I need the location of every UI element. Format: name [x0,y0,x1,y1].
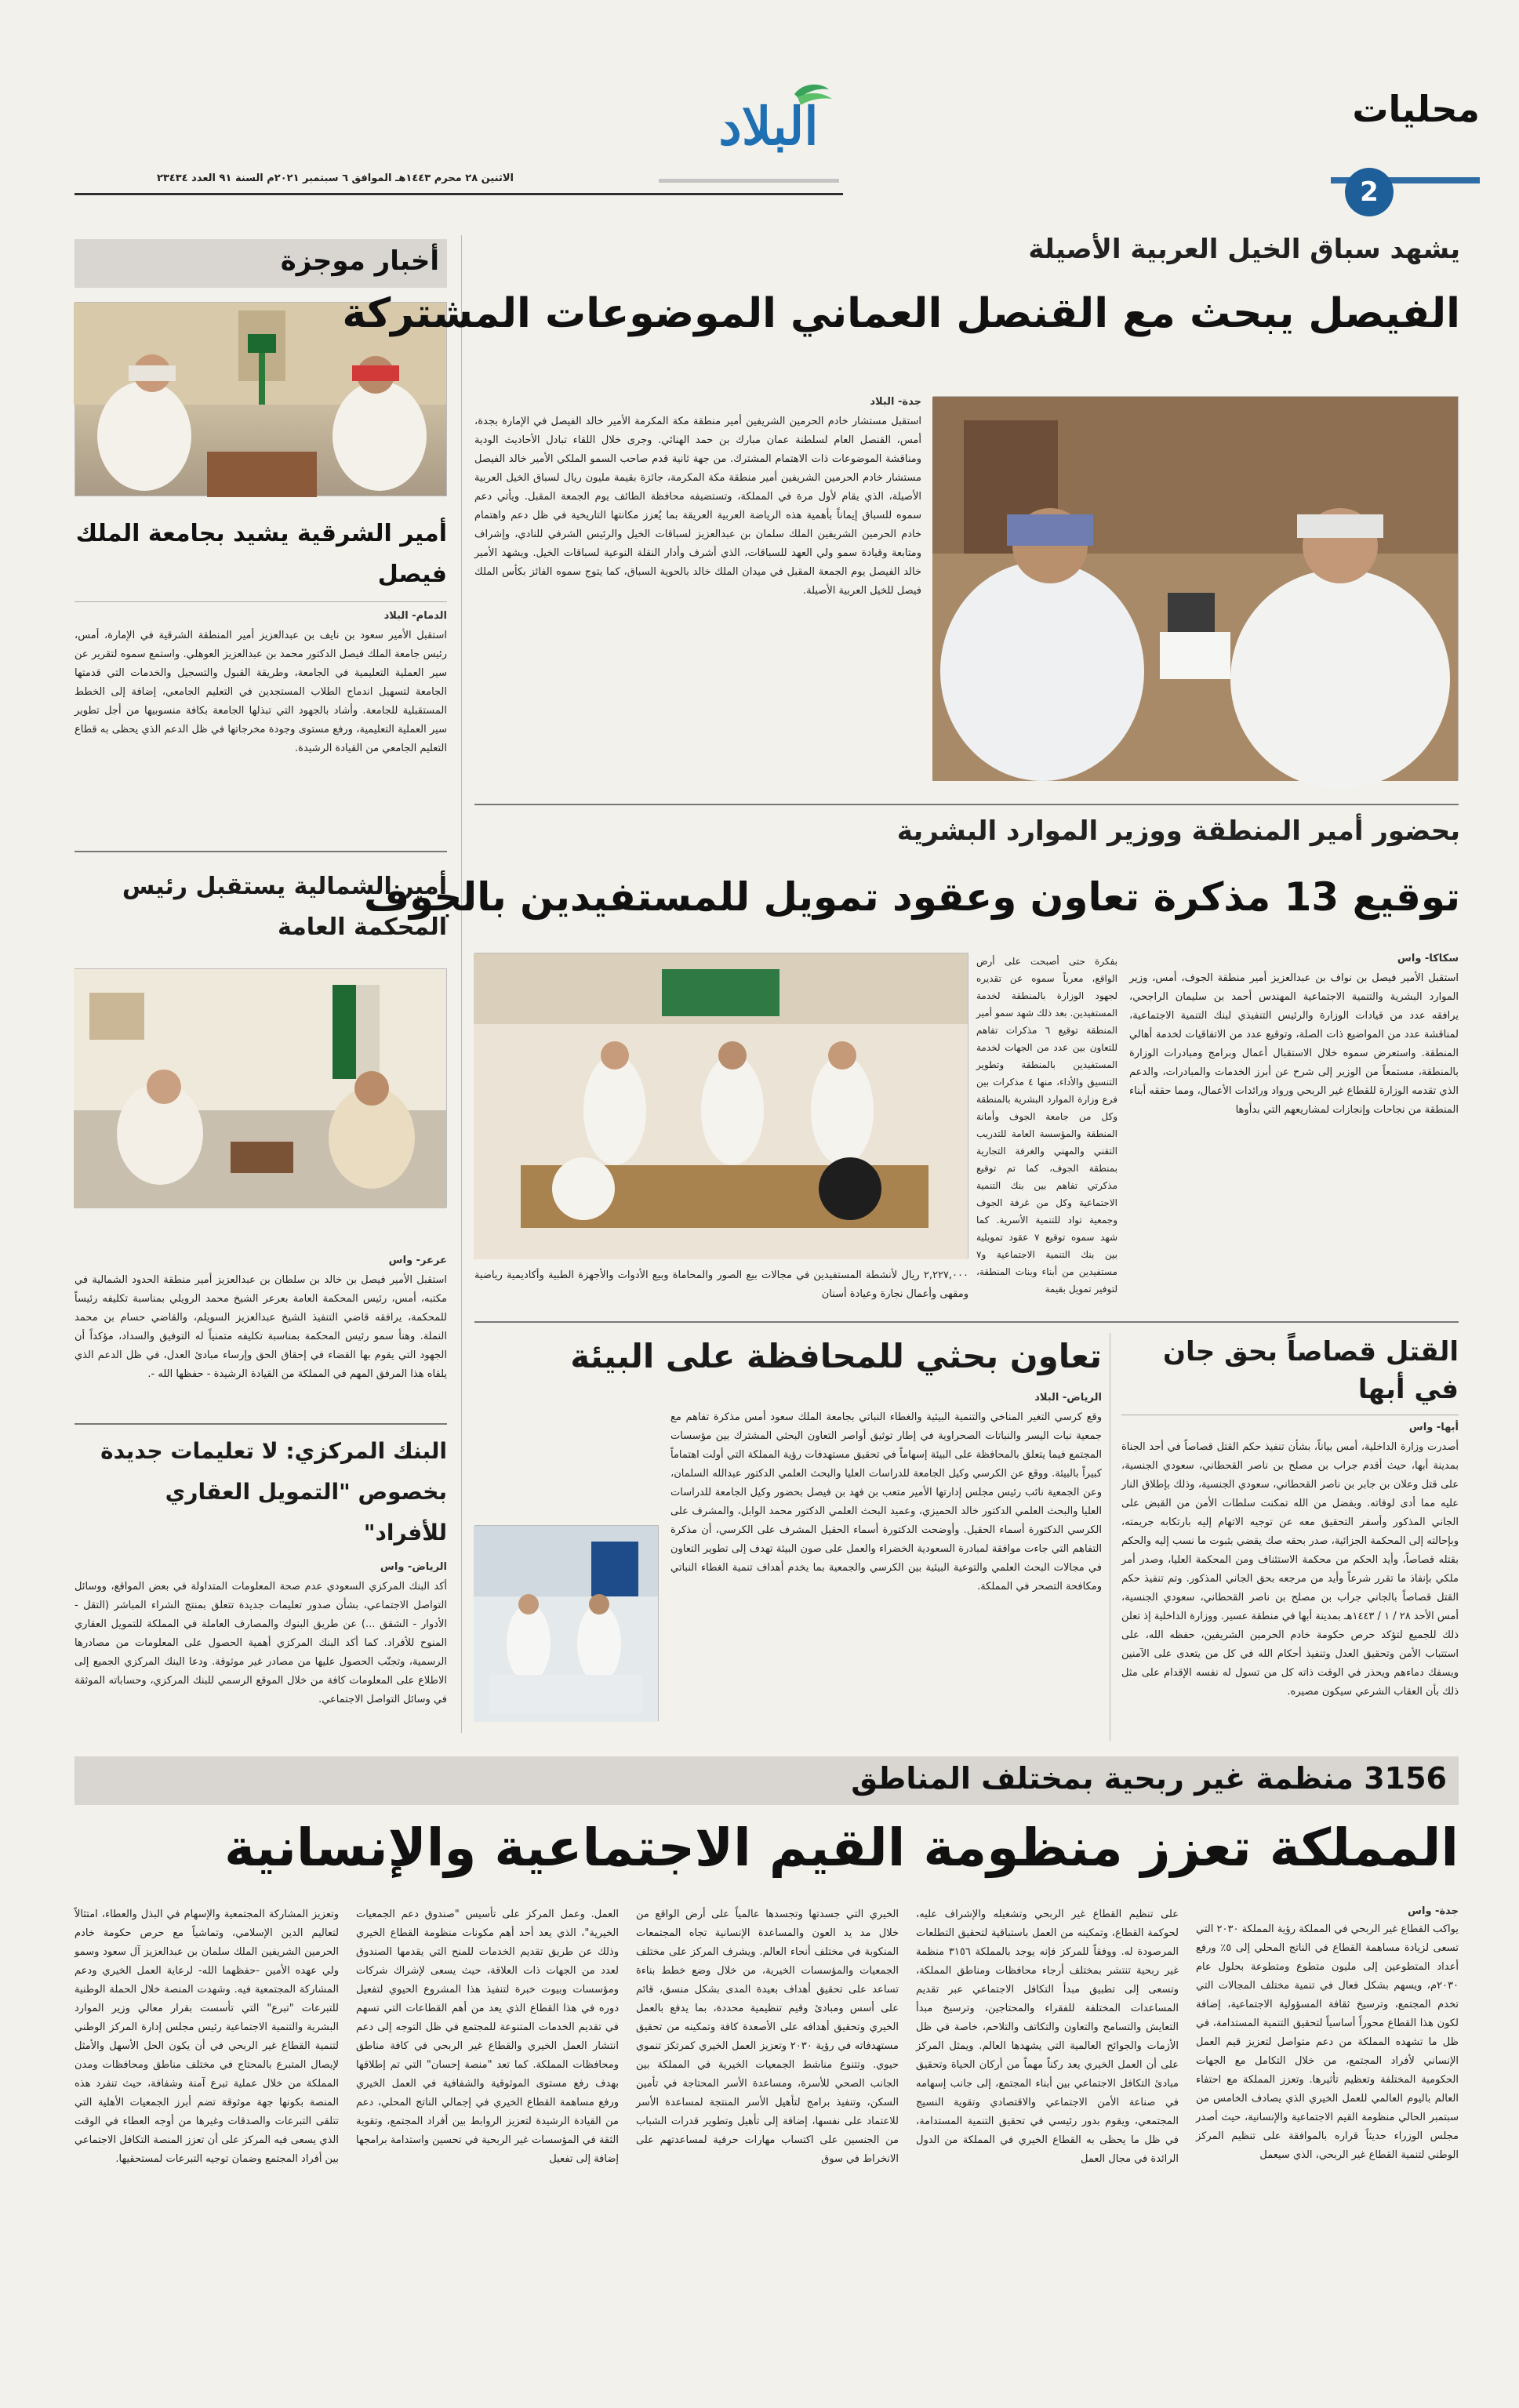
section-title: محليات [1352,88,1480,130]
issue-line: الاثنين ٢٨ محرم ١٤٤٣هـ الموافق ٦ سبتمبر ٢٠٢١م السنة ٩١ العدد ٢٣٤٣٤ [156,173,514,184]
jouf-divider [474,1321,1459,1323]
page-number-badge: 2 [1345,168,1394,216]
environment-headline: تعاون بحثي للمحافظة على البيئة [570,1337,1102,1375]
jouf-body-right: استقبل الأمير فيصل بن نواف بن عبدالعزيز أمير منطقة الجوف، أمس، وزير الموارد البشرية والتنمية الاجتماعية المهندس أحمد بن سليمان الراجحي، يرافقه عدد من قيادات الوزارة والرئيس التنفيذي لبنك التنمية الاجتماعية، لمناقشة عدد من المواضيع ذات الصلة، وتوقيع عدد من الاتفاقيات لخدمة أهالي المنطقة. واستعرض سموه خلال الاستقبال أعمال وبرامج ومبادرات الوزارة بالمنطقة، مستمعاً من الوزير إلى شرح عن أبرز الخدمات والمبادرات، والدعم الذي تقدمه الوزارة للقطاع غير الربحي ورواد ورائدات الأعمال، ومما حققه أبناء المنطقة من نجاحات وإنجازات لمشاريعهم التي بدأوها [1129,972,1459,1116]
logo-underline [659,179,839,183]
jouf-headline: توقيع 13 مذكرة تعاون وعقود تمويل للمستفيدين بالجوف [363,874,1460,920]
abha-dateline: أبها- واس [1408,1422,1459,1433]
sidebar-title-bar [74,239,447,288]
sidebar-photo-2 [74,968,447,1208]
divider [74,601,447,602]
sidebar-divider-1 [74,851,447,852]
sidebar-story-3-dateline: الرياض- واس [380,1561,447,1573]
jouf-text-left [976,953,1117,1298]
feature-headline: المملكة تعزز منظومة القيم الاجتماعية والإنسانية [224,1818,1459,1878]
faisal-body: استقبل مستشار خادم الحرمين الشريفين أمير منطقة مكة المكرمة الأمير خالد الفيصل في الإمارة بجدة، أمس، القنصل العام لسلطنة عمان مبارك بن حمد الهنائي. وجرى خلال اللقاء تبادل الأحاديث الودية ومناقشة الموضوعات ذات الاهتمام المشترك. من جهة ثانية قدم صاحب السمو الملكي الأمير خالد الفيصل مستشار خادم الحرمين الشريفين أمير منطقة مكة المكرمة، جائزة بقيمة مليون ريال لسباق الخيل العربية الأصيلة، الذي يقام لأول مرة في المملكة، وتستضيفه محافظة الطائف يوم الجمعة المقبل. ويأتي دعم سموه للسباق إيماناً بأهمية هذه الرياضة العربية العريقة بما يُعزز مكانتها التاريخية في ظل دعم واهتمام خادم الحرمين الشريفين الملك سلمان بن عبدالعزيز لسباقات الخيل والرئيس الشرفي للنادي، وإشراف ومتابعة وقيادة سمو ولي العهد للسباقات، الذي أشرف وأدار النقلة النوعية لسباقات الخيل. ويشهد الأمير خالد الفيصل يوم الجمعة المقبل في ميدان الملك خالد بالحوية السباق، كما يتوج سموه الفائز بكأس الملك فيصل للخيل العربية الأصيلة. [474,416,921,597]
feature-col5: وتعزيز المشاركة المجتمعية والإسهام في البذل والعطاء، امتثالاً لتعاليم الدين الإسلامي، وتماشياً مع حرص حكومة خادم الحرمين الشريفين الملك سلمان بن عبدالعزيز آل سعود وسمو ولي عهده الأمين -حفظهما الله- لرعاية العمل الخيري ودعم المشاركة المجتمعية فيه. وشهدت المنصة خلال الحملة الوطنية للتبرعات "تبرع" التي تأسست بقرار معالي وزير الموارد البشرية والتنمية الاجتماعية رئيس مجلس إدارة المركز الوطني لتنمية القطاع غير الربحي في أن يكون الحل الأسهل والأمثل لإيصال المتبرع بالمحتاج في مختلف مناطق ومحافظات ومدن المملكة من خلال عملية تبرع آمنة وشفافة، حيث تنفرد هذه المنصة بكونها جهة موثوقة تضم أبرز الجمعيات الأهلية التي تتلقى التبرعات والصدقات وغيرها من أوجه العطاء في الوقت الذي يسعى فيه المركز على أن تعزز المنصة التكافل الاجتماعي بين أفراد المجتمع وضمان توجيه التبرعات لمستحقيها. [74,1909,339,2165]
feature-dateline: جدة- واس [1408,1905,1459,1917]
faisal-headline: الفيصل يبحث مع القنصل العماني الموضوعات المشتركة [342,290,1460,337]
university-signing-photo-icon [474,1526,658,1722]
column-divider [461,235,462,1733]
faisal-text [474,396,921,777]
environment-text [670,1392,1102,1745]
feature-column-1 [1196,1905,1459,2375]
sidebar-story-3 [74,1431,447,1742]
sidebar-story-2 [74,1255,447,1412]
sidebar-story-2-headline: أمير الشمالية يستقبل رئيس المحكمة العامة [122,873,447,941]
feature-col4: العمل. وعمل المركز على تأسيس "صندوق دعم الجمعيات الخيرية"، الذي يعد أحد أهم مكونات منظومة القطاع الخيري وذلك عن طريق تقديم الخدمات للمنح التي يقدمها الصندوق لعدد من الجهات ذات العلاقة، حيث يسعى لإشراك شركات ومؤسسات وبيوت خبرة لتنفيذ هذا المشروع الحيوي لتفعيل دوره في هذا القطاع الذي يعد من أهم القطاعات التي تسهم في تقديم الخدمات المتنوعة للمجتمع في ظل التوجه إلى دعم انتشار العمل الخيري والقطاع غير الربحي في كافة مناطق ومحافظات المملكة. كما تعد "منصة إحسان" التي تم إطلاقها بهدف رفع مستوى الموثوقية والشفافية في العمل الخيري ورفع مساهمة القطاع الخيري في إجمالي الناتج المحلي، دعم من القيادة الرشيدة لتعزيز الروابط بين أفراد المجتمع، وتقوية الثقة في المؤسسات غير الربحية في تحسين واستدامة برامجها إضافة إلى تفعيل [356,1909,619,2165]
faisal-kicker: يشهد سباق الخيل العربية الأصيلة [1028,234,1460,265]
jouf-text-right [1129,953,1459,1314]
feature-col3: الخيري التي جسدتها وتجسدها عالمياً على أرض الواقع من خلال مد يد العون والمساعدة الإنسانية تجاه المجتمعات المنكوبة في مختلف أنحاء العالم. ويشرف المركز على مختلف الجمعيات والمؤسسات الخيرية، من خلال وضع خطط بناءة تساعد على تحقيق أهداف بعيدة المدى بشكل منسق، قائم على أسس ومبادئ وقيم تنظيمية محددة، بما يدفع بالعمل الخيري وتحقيق أهدافه على الأصعدة كافة وتمكينه من تحقيق مستهدفاته في رؤية ٢٠٣٠ وتعزيز العمل الخيري كمرتكز تنموي حيوي. وتتنوع مناشط الجمعيات الخيرية في المملكة بين الجانب الصحي للأسرة، ومساعدة الأسر المحتاجة في تأمين السكن، وتنفيذ برامج لتأهيل الأسر المنتجة لمساعدة الأسر للاعتماد على نفسها، إضافة إلى تأهيل وتطوير قدرات الشباب من الجنسين على اكتساب مهارات حرفية لمساعدتهم على الانخراط في سوق [636,1909,899,2165]
consul-meeting-photo-icon [932,397,1458,781]
jouf-kicker: بحضور أمير المنطقة ووزير الموارد البشرية [896,815,1460,847]
sidebar-title: أخبار موجزة [280,245,439,277]
jouf-caption-continuation: ٢,٢٢٧,٠٠٠ ريال لأنشطة المستفيدين في مجالات بيع الصور والمحاماة وبيع الأدوات والأجهزة الطبية وأكاديمية رياضية ومقهى وأعمال نجارة وعيادة أسنان [474,1269,968,1300]
masthead-logo [702,78,835,165]
abha-body: أصدرت وزارة الداخلية، أمس بياناً، بشأن تنفيذ حكم القتل قصاصاً في أحد الجناة بمدينة أبها، حيث أقدم جراب بن مصلح بن ناصر القحطاني، سعودي الجنسية، على قتل وعلان بن جابر بن ناصر القحطاني، سعودي الجنسية، وذلك بإطلاق النار عليه مما أدى لوفاته. وبفضل من الله تمكنت سلطات الأمن من القبض على الجاني المذكور وأسفر التحقيق معه عن توجيه الاتهام إليه بارتكابه جريمته، وبإحالته إلى المحكمة الجزائية، صدر بحقه صك يقضي بثبوت ما نسب إليه والحكم بقتله قصاصاً، وأيد الحكم من محكمة الاستئناف ومن المحكمة العليا، وصدر أمر ملكي بإنفاذ ما تقرر شرعاً وأيد من مرجعه بحق الجاني المذكور. وتم تنفيذ حكم القتل قصاصاً بالجاني جراب بن مصلح بن ناصر القحطاني، سعودي الجنسية، أمس الأحد ٢٨ / ١ / ١٤٤٣هـ بمدينة أبها في منطقة عسير. ووزارة الداخلية إذ تعلن ذلك للجميع لتؤكد حرص حكومة خادم الحرمين الشريفين، حفظه الله، على استتباب الأمن وتحقيق العدل وتنفيذ أحكام الله في كل من يتعدى على الآمنين ويسفك دماءهم ويحذر في الوقت ذاته كل من تسول له نفسه الإقدام على مثل ذلك بأن العقاب الشرعي سيكون مصيره. [1121,1441,1459,1698]
sidebar-story-3-body: أكد البنك المركزي السعودي عدم صحة المعلومات المتداولة في بعض المواقع، ووسائل التواصل الاجتماعي، بشأن صدور تعليمات جديدة تتعلق بمنتج الشراء المباشر (التقل - الأدوار - الشقق ...) عن طريق البنوك والمصارف العاملة في المملكة للتمويل العقاري المنوح للأفراد. كما أكد البنك المركزي أهمية الحصول على المعلومات من مصادرها الرسمية، وتجنّب الحصول عليها من مصادر غير موثوقة. ودعا البنك المركزي الجميع إلى الاطلاع على المعلومات كافة من خلال الموقع الرسمي للبنك المركزي، وحساباته الموثقة في وسائل التواصل الاجتماعي. [74,1581,447,1705]
jouf-photo [474,953,968,1258]
header-rule [74,193,843,195]
signing-ceremony-photo-icon [474,953,968,1259]
office-photo-icon [74,969,446,1208]
environment-body: وقع كرسي التغير المناخي والتنمية البيئية والغطاء النباتي بجامعة الملك سعود أمس مذكرة تفاهم مع جمعية نبات اليسر والنباتات الصحراوية في إطار توثيق أواصر التعاون البحثي المشترك بين مؤسسات المجتمع فيما يتعلق بالمحافظة على البيئة إسهاماً في تحقيق مستهدفات رؤية المملكة التي أولت اهتماماً كبيراً بالبيئة. ووقع عن الكرسي وكيل الجامعة للدراسات العليا والبحث العلمي الدكتور عبدالله السلمان، وعن الجمعية نائب رئيس مجلس إدارتها الأمير متعب بن فهد بن فيصل بحضور وكيل الجامعة للدراسات العليا والبحث العلمي الدكتور خالد الحميزي، وعميد البحث العلمي الدكتور محمد الوابل، والمشرف على الكرسي الدكتورة أسماء الحقيل. وأوضحت الدكتورة أسماء الحقيل المشرف على الكرسي، أن مذكرة التفاهم التي جاءت موافقة لمبادرة السعودية الخضراء والعمل على صون البيئة تهدف إلى تطوير التعاون في مجالات البحث العلمي والتوعية البيئية بين الكرسي والجمعية بما يخدم أهداف تنمية الغطاء النباتي ومكافحة التصحر في المملكة. [670,1411,1102,1593]
sidebar-divider-2 [74,1423,447,1425]
sidebar-story-1-headline: أمير الشرقية يشيد بجامعة الملك فيصل [75,520,447,588]
feature-col2: على تنظيم القطاع غير الربحي وتشغيله والإشراف عليه، لحوكمة القطاع، وتمكينه من العمل باستباقية لتحقيق التطلعات المرصودة له. ووفقاً للمركز فإنه يوجد بالمملكة ٣١٥٦ منظمة غير ربحية تنتشر بمختلف أرجاء محافظات ومناطق المملكة، وتسعى إلى تطبيق مبدأ التكافل الاجتماعي عبر تقديم المساعدات المختلفة للفقراء والمحتاجين، وترسيخ مبدأ التعايش والتسامح والتعاون والتكاتف والتلاحم، خاصة في ظل الأزمات والجوائح العالمية التي يشهدها العالم. ويمثل المركز على أن العمل الخيري يعد ركناً مهماً من أركان الحياة وتحقيق مبادئ التكافل الاجتماعي بين أبناء المجتمع، إلى جانب إسهامه في صناعة الأمن الاجتماعي والاقتصادي وتقوية النسيج المجتمعي، ويقوم بدور رئيسي في تحقيق التنمية المستدامة، في ظل ما يحظى به القطاع الخيري في المملكة من الدول الرائدة في مجال العمل [916,1909,1179,2165]
environment-photo [474,1525,659,1721]
abha-headline: القتل قصاصاً بحق جان في أبها [1163,1336,1459,1405]
feature-col1: يواكب القطاع غير الربحي في المملكة رؤية المملكة ٢٠٣٠ التي تسعى لزيادة مساهمة القطاع في الناتج المحلي إلى ٥٪ ورفع أعداد المتطوعين إلى مليون متطوع ومتطوعة بحلول عام ٢٠٣٠م، ويسهم بشكل فعال في تنمية مختلف المجالات التي تخدم المجتمع، وترسيخ ثقافة المسؤولية الاجتماعية، إضافة لكون هذا القطاع محوراً أساسياً لتحقيق التنمية المستدامة، في ظل ما تشهده المملكة من دعم متواصل لتعزيز قيم العمل الإنساني لأفراد المجتمع، من خلال التكامل مع الجهات الحكومية المختلفة وتعظيم تأثيرها. وتعزز المملكة مع احتفاء العالم باليوم العالمي للعمل الخيري الذي يصادف الخامس من سبتمبر الحالي منظومة القيم الاجتماعية والإنسانية، حيث أصدر مجلس الوزراء حديثاً قراره بالموافقة على تنظيم المركز الوطني لتنمية القطاع غير الربحي، الذي سيعمل [1196,1923,1459,2161]
faisal-dateline: جدة- البلاد [870,396,921,408]
sidebar-story-1-body: استقبل الأمير سعود بن نايف بن عبدالعزيز أمير المنطقة الشرقية في الإمارة، أمس، رئيس جامعة الملك فيصل الدكتور محمد بن عبدالعزيز العوهلي. واستمع سموه لتقرير عن سير العملية التعليمية في الجامعة، وطريقة القبول والتسجيل والخدمات التي قدمتها الجامعة لتسهيل اندماج الطلاب المستجدين في التعليم الجامعي، إضافة إلى الخطط المستقبلية للجامعة. وأشاد بالجهود التي تبذلها الجامعة بكافة منسوبيها من أجل تطوير سير العملية التعليمية، ورفع مستوى وجودة مخرجاتها في ظل الدعم الذي يحظى به قطاع التعليم الجامعي من القيادة الرشيدة. [74,630,447,754]
sidebar-story-1 [74,514,447,783]
sidebar-story-2-dateline: عرعر- واس [388,1255,447,1266]
abha-story [1121,1333,1459,1775]
sidebar-story-3-headline: البنك المركزي: لا تعليمات جديدة بخصوص "التمويل العقاري للأفراد" [100,1438,447,1545]
faisal-divider [474,804,1459,805]
sidebar-story-1-dateline: الدمام- البلاد [383,610,447,622]
feature-kicker-bar [74,1756,1459,1805]
jouf-dateline: سكاكا- واس [1397,953,1459,964]
jouf-body-left: بفكرة حتى أصبحت على أرض الواقع، معرباً سموه عن تقديره لجهود الوزارة بالمنطقة لخدمة المستفيدين. بعد ذلك شهد سمو أمير المنطقة توقيع ٦ مذكرات تفاهم للتعاون بين عدد من الجهات لخدمة المستفيدين بالمنطقة وتطوير التنسيق والأداء، منها ٤ مذكرات بين فرع وزارة الموارد البشرية بالمنطقة وكل من جامعة الجوف وأمانة المنطقة والمؤسسة العامة للتدريب التقني والمهني والغرفة التجارية بمنطقة الجوف، كما تم توقيع مذكرتي تفاهم بين بنك التنمية الاجتماعية وكل من غرفة الجوف وجمعية تواد للتنمية الأسرية. كما شهد سموه توقيع ٧ عقود تمويلية بين بنك التنمية الاجتماعية و٧ مستفيدين من أبناء وبنات المنطقة، لتوفير تمويل بقيمة [976,956,1118,1295]
feature-columns [74,1905,1459,2384]
page-header [0,0,1519,212]
sidebar-story-2-body: استقبل الأمير فيصل بن خالد بن سلطان بن عبدالعزيز أمير منطقة الحدود الشمالية في مكتبه، أمس، رئيس المحكمة العامة بعرعر الشيخ محمد الرويلي بمناسبة تكليفه رئيساً للمحكمة، يرافقه قاضي التنفيذ الشيخ عبدالعزيز السويلم، والقاضي حسام بن محمد النملة. وهنأ سمو رئيس المحكمة بمناسبة تكليفه متمنياً له التوفيق والسداد، مؤكداً أن الجهود التي يقوم بها القضاء في إحقاق الحق وإرساء مبادئ العدل، في ظل الدعم الذي يلقاه هذا المرفق المهم في المملكة من القيادة الرشيدة - حفظها الله -. [74,1274,447,1380]
environment-dateline: الرياض- البلاد [1034,1392,1102,1404]
feature-kicker: 3156 منظمة غير ربحية بمختلف المناطق [851,1761,1447,1796]
logo-wordmark: البلاد [718,96,819,157]
faisal-photo [933,396,1459,780]
